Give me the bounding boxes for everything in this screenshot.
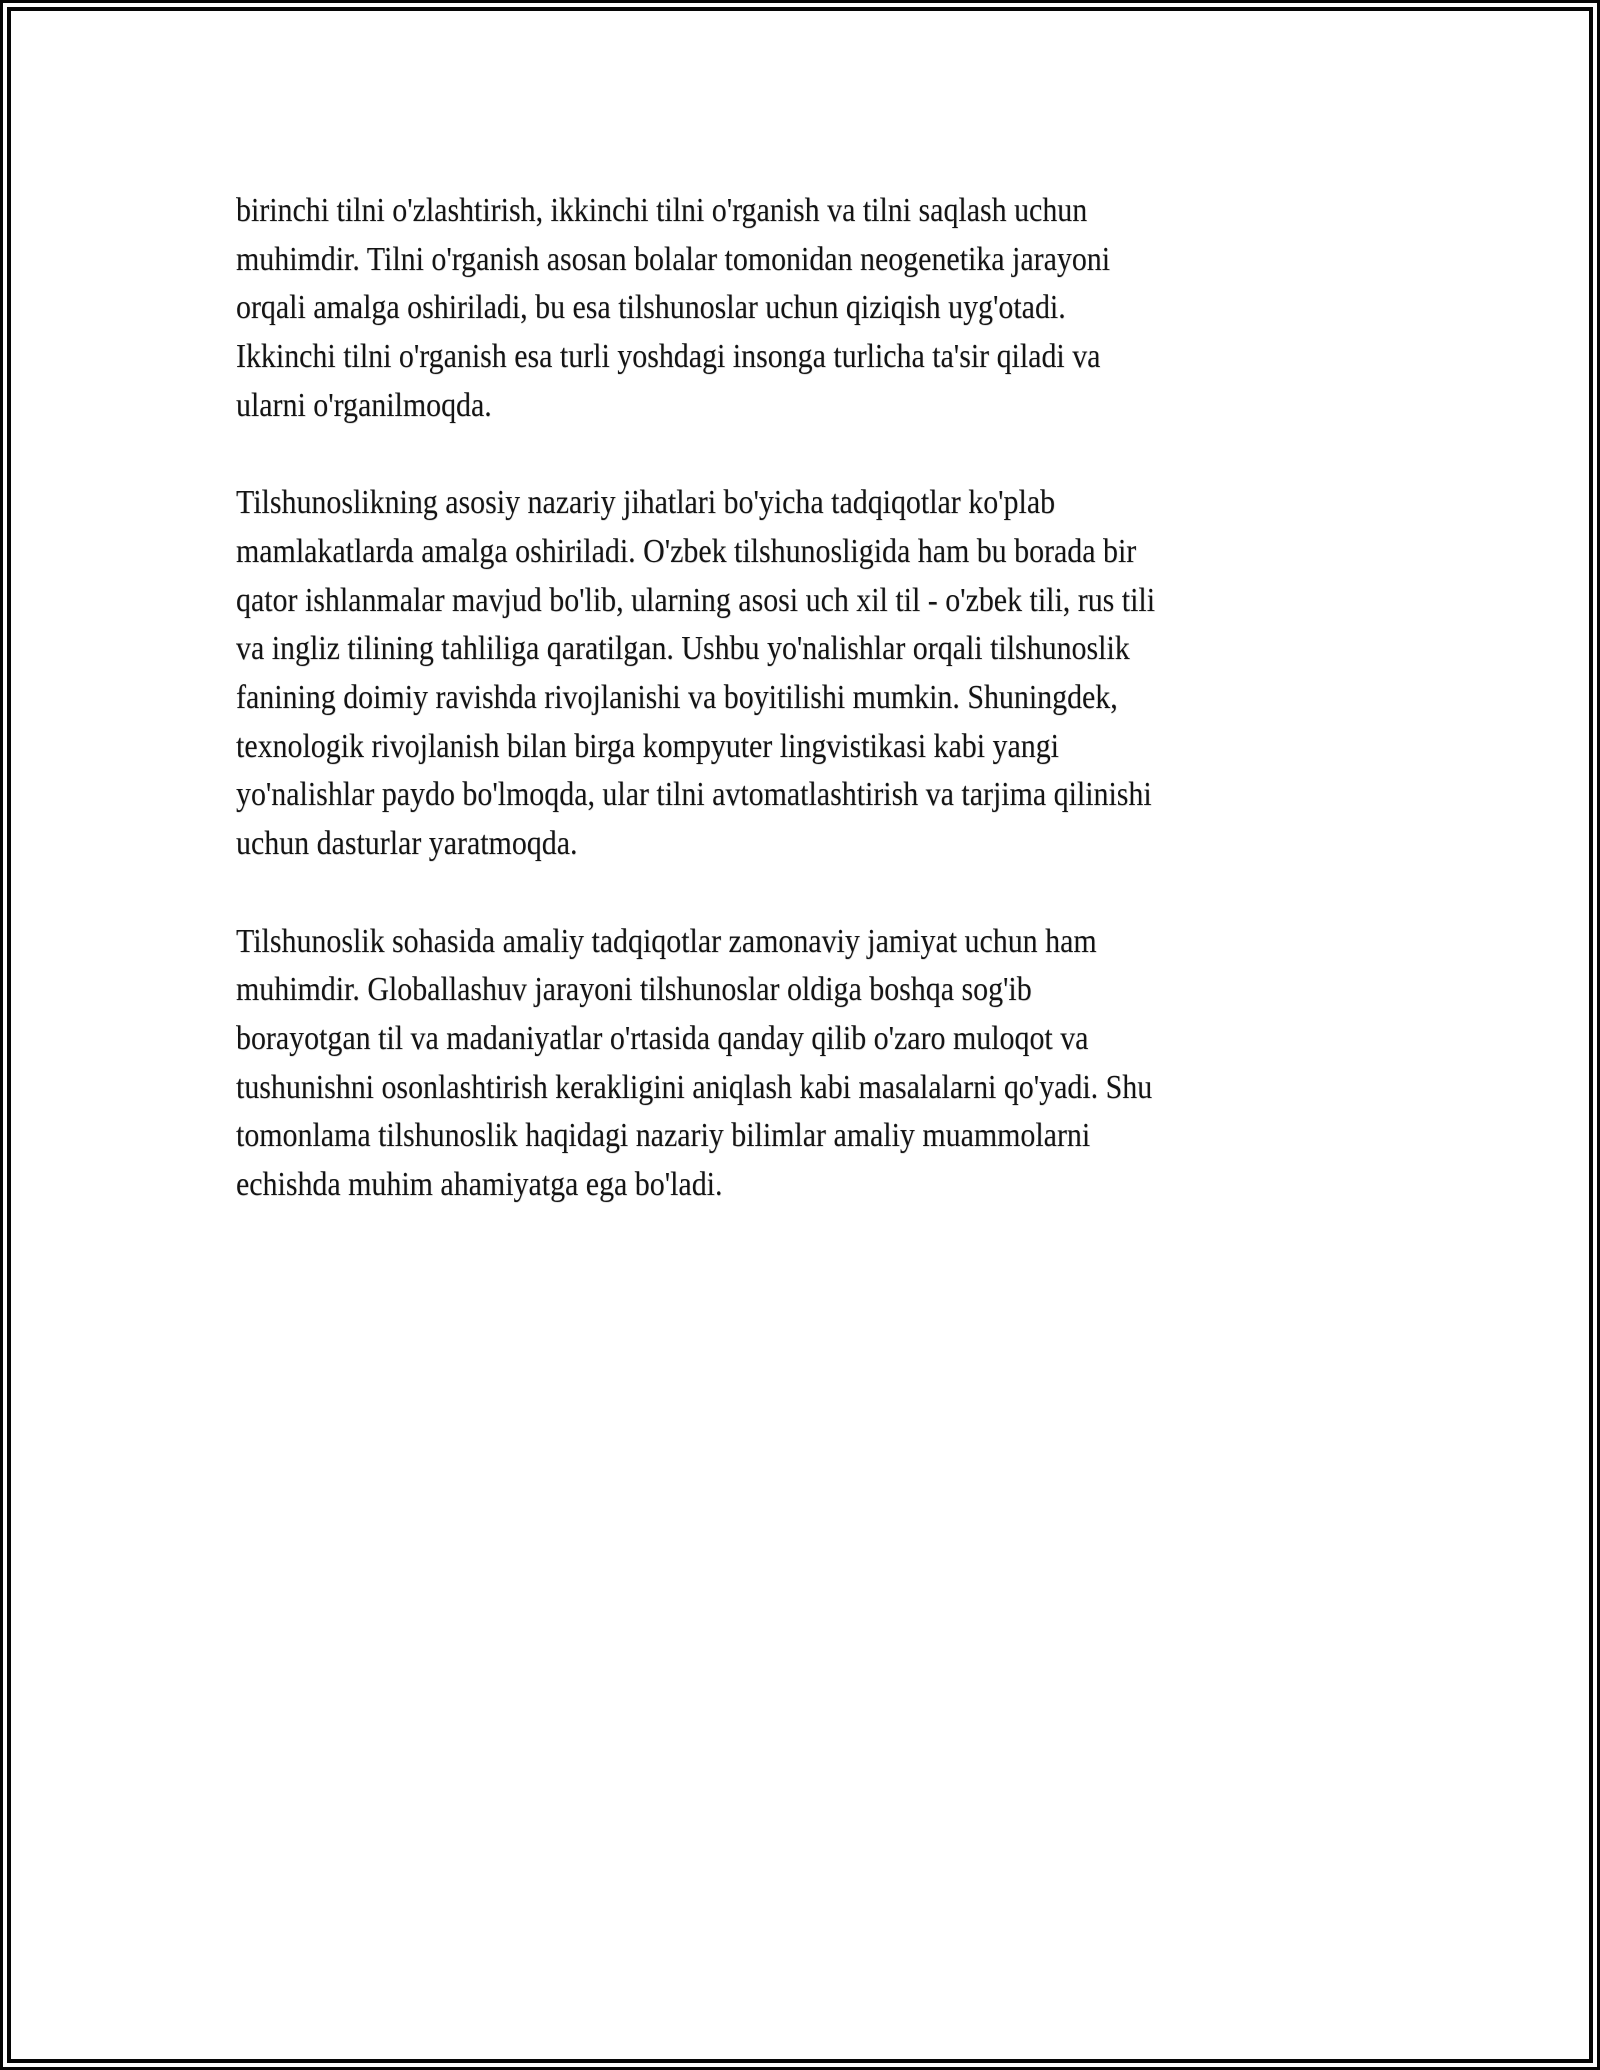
- text-line: Ikkinchi tilni o'rganish esa turli yoshdagi insonga turlicha ta'sir qiladi va: [236, 338, 1101, 376]
- text-line: tomonlama tilshunoslik haqidagi nazariy bilimlar amaliy muammolarni: [236, 1117, 1091, 1155]
- text-line: tushunishni osonlashtirish kerakligini aniqlash kabi masalalarni qo'yadi. Shu: [236, 1068, 1153, 1106]
- text-line: ularni o'rganilmoqda.: [236, 386, 492, 424]
- paragraph-2: [236, 479, 1371, 869]
- paragraph-3: [236, 918, 1371, 1210]
- text-line: birinchi tilni o'zlashtirish, ikkinchi tilni o'rganish va tilni saqlash uchun: [236, 192, 1088, 229]
- text-line: uchun dasturlar yaratmoqda.: [236, 825, 578, 863]
- text-line: Tilshunoslikning asosiy nazariy jihatlari bo'yicha tadqiqotlar ko'plab: [236, 484, 1056, 522]
- text-line: va ingliz tilining tahliliga qaratilgan. Ushbu yo'nalishlar orqali tilshunoslik: [236, 630, 1130, 668]
- text-line: echishda muhim ahamiyatga ega bo'ladi.: [236, 1166, 723, 1204]
- text-line: orqali amalga oshiriladi, bu esa tilshunoslar uchun qiziqish uyg'otadi.: [236, 289, 1066, 327]
- text-line: borayotgan til va madaniyatlar o'rtasida qanday qilib o'zaro muloqot va: [236, 1019, 1089, 1057]
- text-block: [236, 187, 1371, 1258]
- text-line: yo'nalishlar paydo bo'lmoqda, ular tilni avtomatlashtirish va tarjima qilinishi: [236, 776, 1152, 814]
- text-line: mamlakatlarda amalga oshiriladi. O'zbek tilshunosligida ham bu borada bir: [236, 532, 1137, 570]
- text-line: Tilshunoslik sohasida amaliy tadqiqotlar zamonaviy jamiyat uchun ham: [236, 922, 1097, 960]
- text-line: muhimdir. Tilni o'rganish asosan bolalar tomonidan neogenetika jarayoni: [236, 240, 1111, 278]
- text-line: fanining doimiy ravishda rivojlanishi va boyitilishi mumkin. Shuningdek,: [236, 679, 1118, 717]
- paragraph-1: [236, 187, 1371, 431]
- text-line: texnologik rivojlanish bilan birga kompyuter lingvistikasi kabi yangi: [236, 727, 1059, 765]
- text-line: muhimdir. Globallashuv jarayoni tilshunoslar oldiga boshqa sog'ib: [236, 971, 1032, 1009]
- text-line: qator ishlanmalar mavjud bo'lib, ularning asosi uch xil til - o'zbek tili, rus tili: [236, 581, 1156, 619]
